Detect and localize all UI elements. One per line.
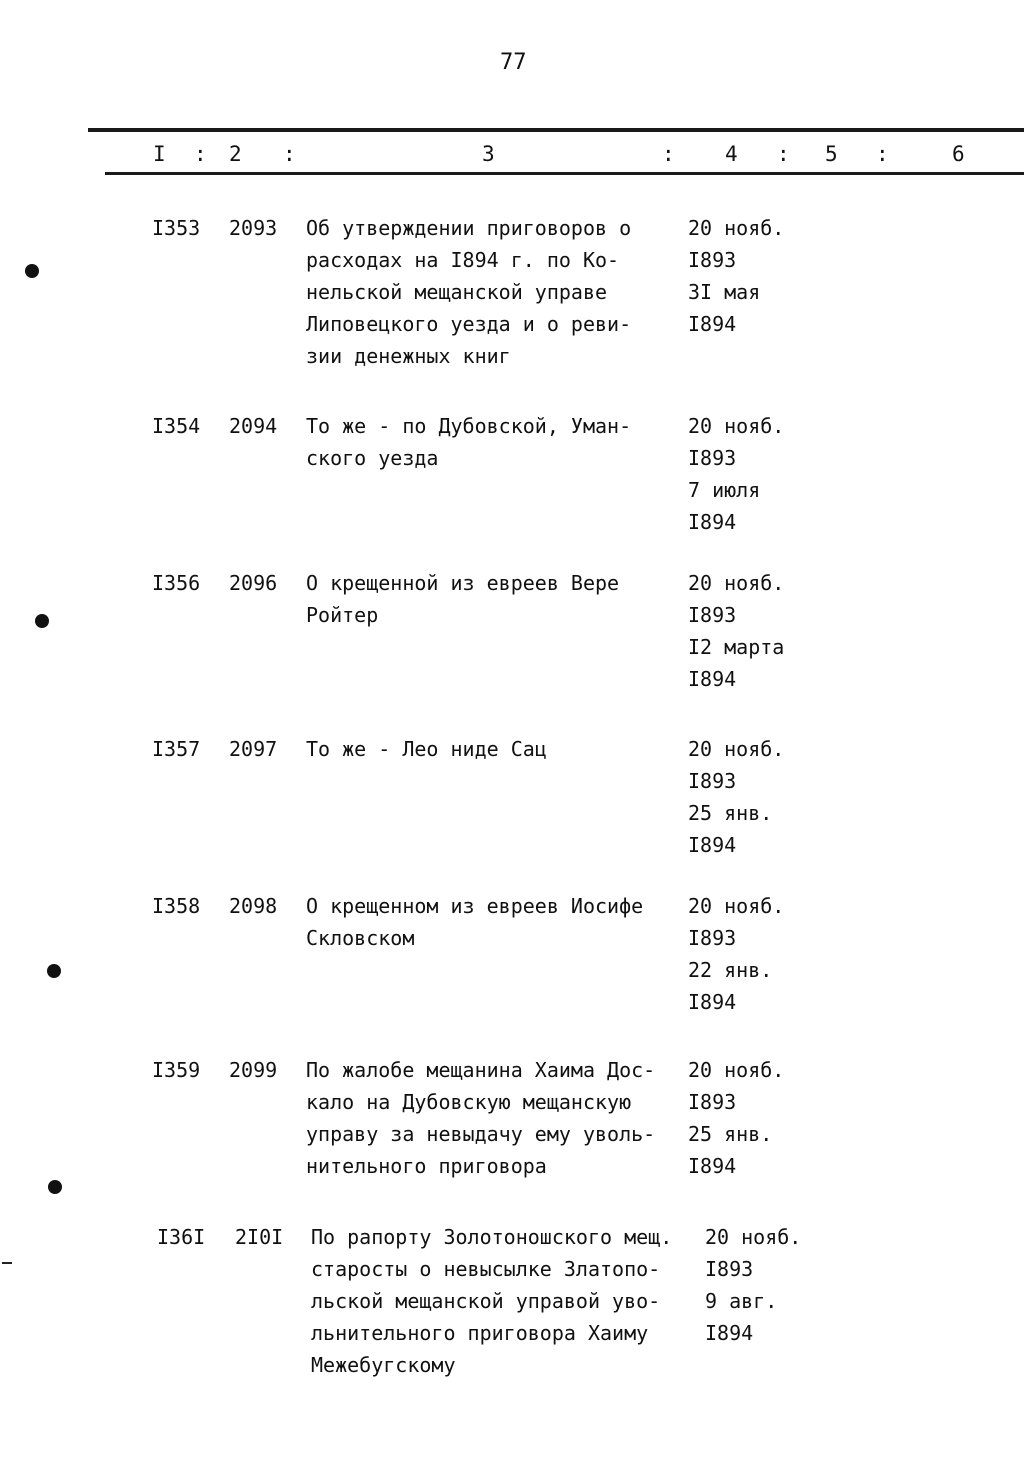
date-line: I894: [688, 1154, 737, 1178]
entry-code: 2093: [229, 216, 278, 240]
description-line: нельской мещанской управе: [306, 280, 608, 304]
punch-hole: [47, 964, 61, 978]
punch-hole: [25, 264, 39, 278]
description-line: Об утверждении приговоров о: [306, 216, 632, 240]
description-line: О крещенной из евреев Вере: [306, 571, 620, 595]
column-header-4: 4: [725, 142, 738, 166]
date-line: 20 нояб.: [688, 216, 785, 240]
date-line: 9 авг.: [705, 1289, 778, 1313]
entry-description: [311, 1221, 691, 1381]
page-number: 77: [500, 50, 527, 75]
description-line: О крещенном из евреев Иосифе: [306, 894, 644, 918]
description-line: кало на Дубовскую мещанскую: [306, 1090, 632, 1114]
column-header-2: 2: [229, 142, 242, 166]
date-line: 20 нояб.: [688, 737, 785, 761]
column-separator: :: [876, 142, 889, 166]
description-line: нительного приговора: [306, 1154, 547, 1178]
entry-description: [306, 890, 686, 954]
description-line: По рапорту Золотоношского мещ.: [311, 1225, 673, 1249]
date-line: I893: [688, 1090, 737, 1114]
entry-description: [306, 1054, 686, 1182]
entry-dates: [688, 410, 784, 538]
description-line: То же - по Дубовской, Уман-: [306, 414, 632, 438]
column-separator: :: [662, 142, 675, 166]
date-line: I893: [688, 926, 737, 950]
column-header-1: I: [153, 142, 166, 166]
entry-code: 2097: [229, 737, 278, 761]
entry-dates: [688, 567, 784, 695]
date-line: I893: [688, 248, 737, 272]
column-separator: :: [777, 142, 790, 166]
date-line: I894: [688, 833, 737, 857]
entry-number: I356: [152, 571, 201, 595]
date-line: 20 нояб.: [688, 894, 785, 918]
date-line: 20 нояб.: [688, 414, 785, 438]
date-line: 3I мая: [688, 280, 761, 304]
date-line: 25 янв.: [688, 801, 773, 825]
date-line: I893: [688, 603, 737, 627]
entry-dates: [688, 890, 784, 1018]
entry-description: [306, 733, 686, 765]
date-line: I894: [688, 990, 737, 1014]
description-line: Ройтер: [306, 603, 379, 627]
description-line: управу за невыдачу ему уволь-: [306, 1122, 656, 1146]
description-line: По жалобе мещанина Хаима Дос-: [306, 1058, 656, 1082]
date-line: 22 янв.: [688, 958, 773, 982]
entry-number: I354: [152, 414, 201, 438]
entry-code: 2096: [229, 571, 278, 595]
description-line: старосты о невысылке Златопо-: [311, 1257, 661, 1281]
description-line: Скловском: [306, 926, 415, 950]
description-line: льнительного приговора Хаиму: [311, 1321, 649, 1345]
entry-description: [306, 212, 686, 372]
entry-code: 2098: [229, 894, 278, 918]
entry-code: 2094: [229, 414, 278, 438]
entry-number: I353: [152, 216, 201, 240]
description-line: Липовецкого уезда и о реви-: [306, 312, 632, 336]
header-rule-bottom: [105, 172, 1024, 175]
date-line: I894: [705, 1321, 754, 1345]
date-line: I893: [688, 769, 737, 793]
entry-number: I36I: [157, 1225, 206, 1249]
column-separator: :: [194, 142, 207, 166]
date-line: 20 нояб.: [688, 1058, 785, 1082]
description-line: Межебугскому: [311, 1353, 456, 1377]
entry-dates: [688, 1054, 784, 1182]
entry-number: I357: [152, 737, 201, 761]
entry-dates: [688, 733, 784, 861]
punch-hole: [35, 614, 49, 628]
date-line: 20 нояб.: [705, 1225, 802, 1249]
date-line: I894: [688, 667, 737, 691]
entry-number: I358: [152, 894, 201, 918]
column-header-3: 3: [482, 142, 495, 166]
entry-code: 2I0I: [235, 1225, 284, 1249]
description-line: льской мещанской управой уво-: [311, 1289, 661, 1313]
date-line: I893: [688, 446, 737, 470]
entry-dates: [705, 1221, 801, 1349]
punch-hole: [48, 1180, 62, 1194]
description-line: расходах на I894 г. по Ко-: [306, 248, 620, 272]
entry-description: [306, 410, 686, 474]
description-line: ского уезда: [306, 446, 439, 470]
date-line: 20 нояб.: [688, 571, 785, 595]
entry-dates: [688, 212, 784, 340]
header-rule-top: [88, 128, 1024, 132]
date-line: I2 марта: [688, 635, 785, 659]
edge-mark: [2, 1262, 12, 1264]
entry-code: 2099: [229, 1058, 278, 1082]
date-line: I893: [705, 1257, 754, 1281]
column-header-6: 6: [952, 142, 965, 166]
description-line: зии денежных книг: [306, 344, 511, 368]
date-line: 7 июля: [688, 478, 761, 502]
column-header-5: 5: [825, 142, 838, 166]
entry-number: I359: [152, 1058, 201, 1082]
date-line: 25 янв.: [688, 1122, 773, 1146]
date-line: I894: [688, 312, 737, 336]
description-line: То же - Лео ниде Сац: [306, 737, 547, 761]
column-separator: :: [283, 142, 296, 166]
entry-description: [306, 567, 686, 631]
date-line: I894: [688, 510, 737, 534]
